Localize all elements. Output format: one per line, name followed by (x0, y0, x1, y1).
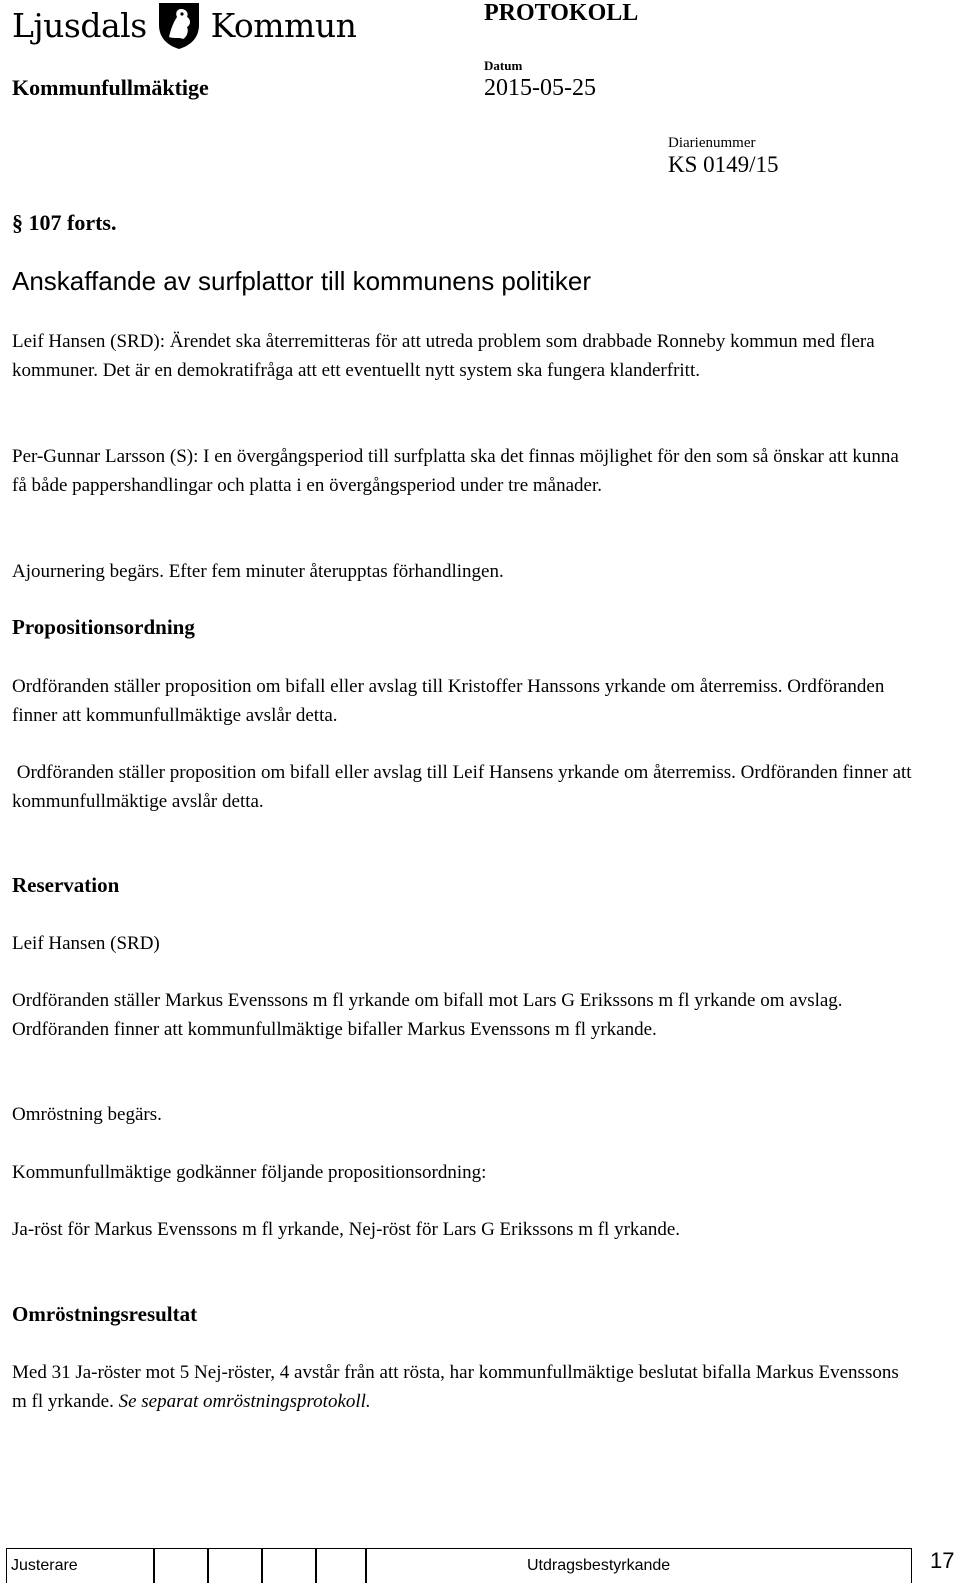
heading-reservation: Reservation (12, 873, 120, 897)
date-value: 2015-05-25 (484, 75, 596, 101)
paragraph-ajournering: Ajournering begärs. Efter fem minuter återupptas förhandlingen. (12, 561, 504, 582)
paragraph-leif-hansen: Leif Hansen (SRD): Ärendet ska återremitteras för att utreda problem som drabbade Ronneby kommun med flera kommuner. Det är en demokratifråga att ett eventuellt nytt system ska fungera klanderfritt. (12, 331, 875, 381)
paragraph-result (12, 1358, 912, 1416)
footer-sign-box-4 (316, 1548, 366, 1583)
coat-of-arms-icon (153, 0, 205, 51)
footer-sign-box-1 (154, 1548, 208, 1583)
footer-sign-box-2 (208, 1548, 262, 1583)
heading-omrostningsresultat: Omröstningsresultat (12, 1302, 198, 1326)
paragraph-bifall: Ordföranden ställer Markus Evenssons m fl yrkande om bifall mot Lars G Erikssons m fl yrkande om avslag. Ordföranden finner att kommunfullmäktige bifaller Markus Evenssons m fl yrkande. (12, 990, 843, 1040)
logo-text-left: Ljusdals (12, 5, 147, 45)
paragraph-per-gunnar: Per-Gunnar Larsson (S): I en övergångsperiod till surfplatta ska det finnas möjlighet för den som så önskar att kunna få både pappershandlingar och platta i en övergångsperiod under tre månader. (12, 446, 899, 496)
footer-justerare-label: Justerare (6, 1548, 154, 1583)
committee-name: Kommunfullmäktige (12, 75, 209, 100)
paragraph-proposition-2: Ordföranden ställer proposition om bifall eller avslag till Leif Hansens yrkande om återremiss. Ordföranden finner att kommunfullmäktige avslår detta. (12, 762, 917, 812)
municipality-logo (12, 0, 356, 50)
result-reference: Se separat omröstningsprotokoll. (118, 1391, 371, 1412)
diarie-label: Diarienummer (668, 135, 756, 151)
document-type: PROTOKOLL (484, 0, 639, 26)
paragraph-omrostning-begars: Omröstning begärs. (12, 1104, 162, 1125)
page-title: Anskaffande av surfplattor till kommunens politiker (12, 266, 592, 296)
heading-propositionsordning: Propositionsordning (12, 615, 195, 639)
paragraph-reservation-name: Leif Hansen (SRD) (12, 933, 160, 954)
result-text: Med 31 Ja-röster mot 5 Nej-röster, 4 avstår från att rösta, har kommunfullmäktige beslutat bifalla Markus Evenssons m fl yrkande. (12, 1362, 899, 1412)
logo-text-right: Kommun (210, 5, 357, 45)
paragraph-ja-nej: Ja-röst för Markus Evenssons m fl yrkande, Nej-röst för Lars G Erikssons m fl yrkande. (12, 1219, 681, 1240)
page-number: 17 (930, 1548, 955, 1573)
diarie-number: KS 0149/15 (668, 152, 779, 177)
paragraph-proposition-1: Ordföranden ställer proposition om bifall eller avslag till Kristoffer Hanssons yrkande om återremiss. Ordföranden finner att kommunfullmäktige avslår detta. (12, 676, 885, 726)
paragraph-propositionsordning-approved: Kommunfullmäktige godkänner följande propositionsordning: (12, 1162, 487, 1183)
date-label: Datum (484, 58, 523, 73)
footer-sign-box-3 (262, 1548, 316, 1583)
footer-utdragsbestyrkande (366, 1548, 912, 1583)
paragraph-number: § 107 forts. (12, 210, 117, 235)
footer-utdrag-label: Utdragsbestyrkande (527, 1557, 671, 1574)
